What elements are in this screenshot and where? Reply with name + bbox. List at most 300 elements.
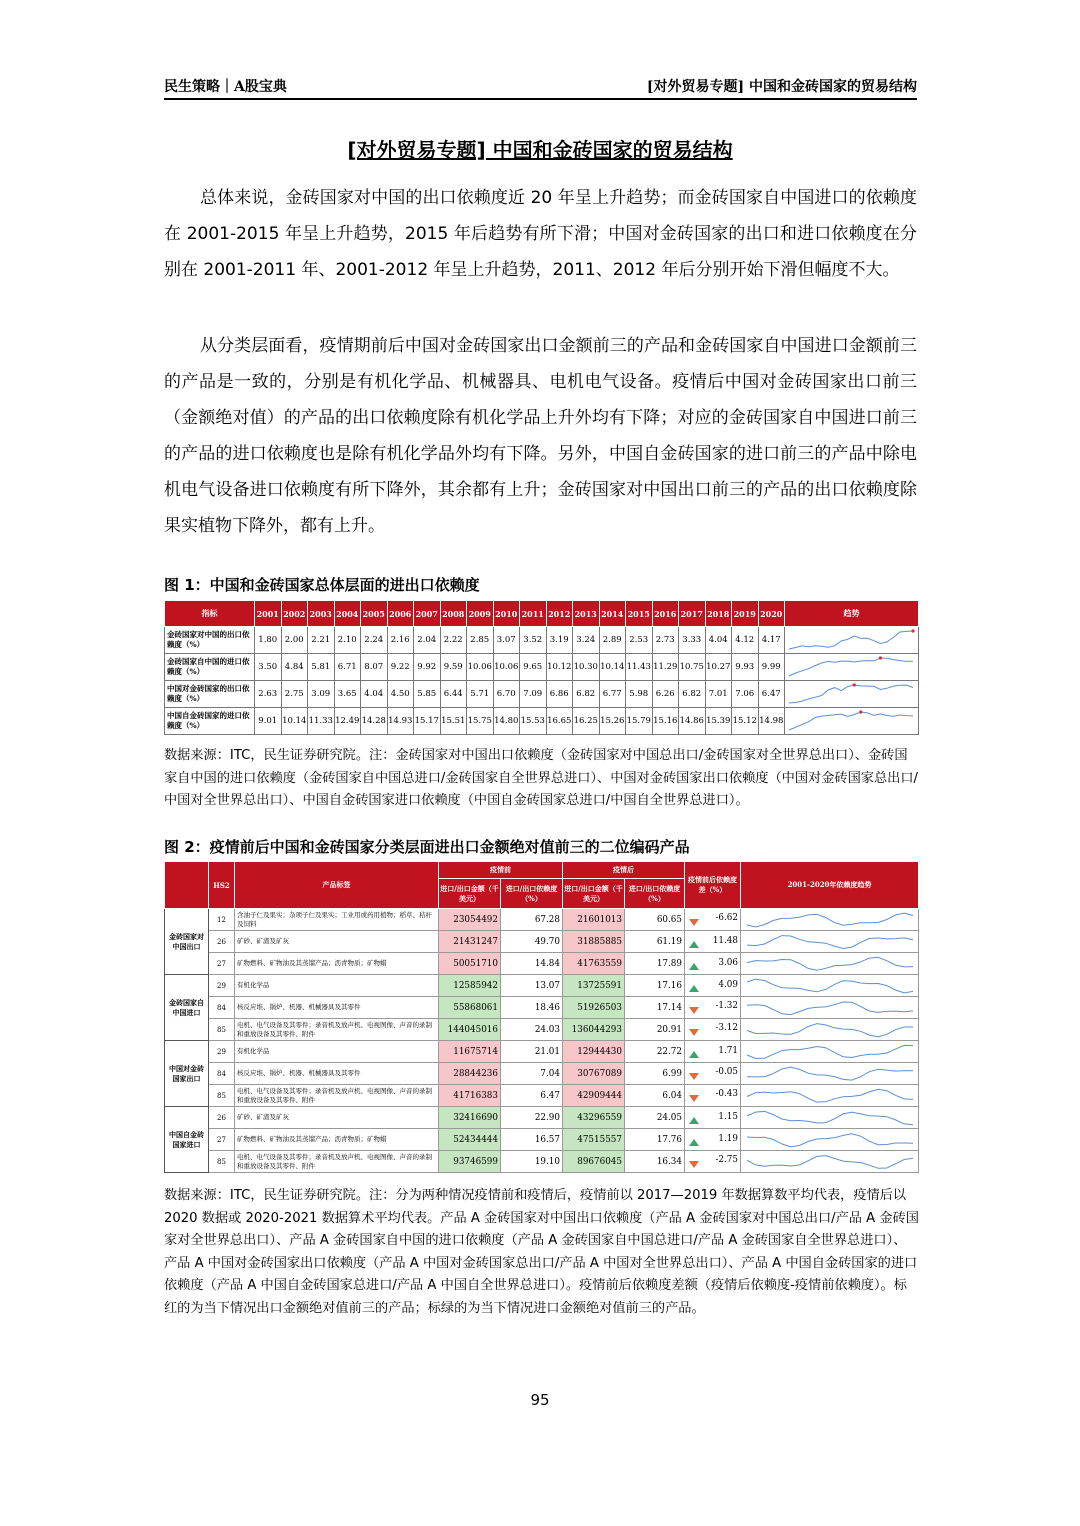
value-cell: 6.70	[493, 681, 520, 708]
value-cell: 14.93	[387, 708, 414, 735]
table-row	[165, 708, 919, 735]
sparkline-svg	[785, 655, 917, 679]
header-after-dependence: 进口/出口依赖度（%）	[625, 879, 685, 909]
after-dependence: 6.99	[625, 1063, 685, 1085]
after-amount: 21601013	[563, 909, 625, 931]
value-cell: 16.65	[546, 708, 573, 735]
before-amount: 93746599	[439, 1151, 501, 1173]
value-cell: 15.53	[520, 708, 547, 735]
sparkline-line	[747, 1023, 913, 1036]
value-cell: 10.14	[599, 654, 626, 681]
sparkline-line	[789, 685, 913, 703]
header-hs2: HS2	[209, 862, 235, 909]
after-dependence: 17.14	[625, 997, 685, 1019]
before-dependence: 22.90	[501, 1107, 563, 1129]
after-amount: 12944430	[563, 1041, 625, 1063]
diff-value: 1.15	[718, 1111, 738, 1122]
sparkline-line	[747, 1002, 913, 1015]
product-label: 电机、电气设备及其零件；录音机及放声机、电视图像、声音的录制和重放设备及其零件、附件	[235, 1151, 439, 1173]
hs-code: 84	[209, 997, 235, 1019]
value-cell: 2.21	[308, 627, 335, 654]
value-cell: 9.93	[732, 654, 759, 681]
value-cell: 10.75	[679, 654, 706, 681]
after-amount: 30767089	[563, 1063, 625, 1085]
value-cell: 2.89	[599, 627, 626, 654]
sparkline-svg	[785, 682, 917, 706]
trend-sparkline	[741, 1129, 919, 1151]
header-before-dependence: 进口/出口依赖度（%）	[501, 879, 563, 909]
header-year: 2019	[732, 601, 759, 627]
value-cell: 11.43	[626, 654, 653, 681]
value-cell: 10.12	[546, 654, 573, 681]
row-label: 金砖国家自中国的进口依赖度（%）	[165, 654, 255, 681]
before-amount: 52434444	[439, 1129, 501, 1151]
hs-code: 29	[209, 1041, 235, 1063]
product-label: 含油子仁及果实；杂项子仁及果实；工业用或药用植物；稻草、秸秆及饲料	[235, 909, 439, 931]
trend-sparkline	[741, 1107, 919, 1129]
trend-sparkline	[741, 975, 919, 997]
before-amount: 11675714	[439, 1041, 501, 1063]
figure-2-table	[164, 861, 919, 1173]
arrow-up-icon	[689, 985, 699, 992]
after-dependence: 17.89	[625, 953, 685, 975]
trend-sparkline	[741, 997, 919, 1019]
value-cell: 11.33	[308, 708, 335, 735]
trend-sparkline	[785, 627, 919, 654]
header-before: 疫情前	[439, 862, 563, 879]
hs-code: 85	[209, 1151, 235, 1173]
value-cell: 16.25	[573, 708, 600, 735]
value-cell: 14.80	[493, 708, 520, 735]
table-row	[165, 654, 919, 681]
header-year: 2005	[361, 601, 388, 627]
before-dependence: 13.07	[501, 975, 563, 997]
before-dependence: 19.10	[501, 1151, 563, 1173]
trend-sparkline	[785, 681, 919, 708]
value-cell: 15.75	[467, 708, 494, 735]
row-label: 中国对金砖国家的出口依赖度（%）	[165, 681, 255, 708]
before-dependence: 14.84	[501, 953, 563, 975]
header-indicator: 指标	[165, 601, 255, 627]
sparkline-svg	[743, 911, 917, 929]
sparkline-max-point	[859, 710, 862, 713]
paragraph-2: 从分类层面看，疫情期前后中国对金砖国家出口金额前三的产品和金砖国家自中国进口金额前三的产品是一致的，分别是有机化学品、机械器具、电机电气设备。疫情后中国对金砖国家出口前三（金额绝对值）的产品的出口依赖度除有机化学品上升外均有下降；对应的金砖国家自中国进口前三的产品的进口依赖度也是除有机化学品外均有下降。另外，中国自金砖国家的进口前三的产品中除电机电气设备进口依赖度有所下降外，其余都有上升；金砖国家对中国出口前三的产品的出口依赖度除果实植物下降外，都有上升。	[164, 336, 917, 536]
value-cell: 5.85	[414, 681, 441, 708]
value-cell: 6.71	[334, 654, 361, 681]
table-row	[165, 1129, 919, 1151]
value-cell: 4.84	[281, 654, 308, 681]
diff-value: -3.12	[715, 1023, 738, 1033]
before-amount: 23054492	[439, 909, 501, 931]
header-year: 2007	[414, 601, 441, 627]
sparkline-max-point	[911, 629, 914, 632]
after-dependence: 61.19	[625, 931, 685, 953]
after-amount: 41763559	[563, 953, 625, 975]
header-year: 2006	[387, 601, 414, 627]
value-cell: 4.50	[387, 681, 414, 708]
value-cell: 4.17	[758, 627, 785, 654]
value-cell: 8.07	[361, 654, 388, 681]
value-cell: 9.65	[520, 654, 547, 681]
sparkline-svg	[785, 628, 917, 652]
header-product: 产品标签	[235, 862, 439, 909]
header-year: 2020	[758, 601, 785, 627]
value-cell: 14.98	[758, 708, 785, 735]
header-year: 2001	[255, 601, 282, 627]
header-year: 2014	[599, 601, 626, 627]
before-dependence: 67.28	[501, 909, 563, 931]
diff-value: -0.05	[715, 1067, 738, 1077]
header-before-amount: 进口/出口金额（千美元）	[439, 879, 501, 909]
value-cell: 15.16	[652, 708, 679, 735]
after-dependence: 16.34	[625, 1151, 685, 1173]
figure-1-caption: 图 1：中国和金砖国家总体层面的进出口依赖度	[164, 576, 480, 594]
sparkline-svg	[743, 1153, 917, 1171]
sparkline-svg	[785, 709, 917, 733]
before-amount: 21431247	[439, 931, 501, 953]
value-cell: 2.53	[626, 627, 653, 654]
header-year: 2017	[679, 601, 706, 627]
header-year: 2012	[546, 601, 573, 627]
after-dependence: 60.65	[625, 909, 685, 931]
dependence-diff	[685, 1019, 741, 1041]
before-amount: 144045016	[439, 1019, 501, 1041]
after-dependence: 6.04	[625, 1085, 685, 1107]
after-dependence: 17.16	[625, 975, 685, 997]
group-label: 金砖国家对中国出口	[165, 909, 209, 975]
group-label: 中国自金砖国家进口	[165, 1107, 209, 1173]
diff-value: -1.32	[715, 1001, 738, 1011]
value-cell: 2.24	[361, 627, 388, 654]
product-label: 电机、电气设备及其零件；录音机及放声机、电视图像、声音的录制和重放设备及其零件、附件	[235, 1085, 439, 1107]
sparkline-line	[789, 631, 913, 649]
trend-sparkline	[741, 1019, 919, 1041]
value-cell: 15.12	[732, 708, 759, 735]
value-cell: 10.30	[573, 654, 600, 681]
header-year: 2011	[520, 601, 547, 627]
product-label: 矿砂、矿渣及矿灰	[235, 931, 439, 953]
dependence-diff	[685, 953, 741, 975]
value-cell: 15.79	[626, 708, 653, 735]
table-row	[165, 1085, 919, 1107]
value-cell: 9.22	[387, 654, 414, 681]
arrow-down-icon	[689, 1073, 699, 1080]
value-cell: 15.26	[599, 708, 626, 735]
sparkline-line	[789, 658, 913, 676]
sparkline-line	[747, 935, 913, 948]
value-cell: 10.27	[705, 654, 732, 681]
value-cell: 2.63	[255, 681, 282, 708]
trend-sparkline	[741, 953, 919, 975]
value-cell: 3.50	[255, 654, 282, 681]
header-diff: 疫情前后依赖度差（%）	[685, 862, 741, 909]
sparkline-svg	[743, 1021, 917, 1039]
before-amount: 41716383	[439, 1085, 501, 1107]
before-amount: 32416690	[439, 1107, 501, 1129]
arrow-up-icon	[689, 941, 699, 948]
header-left: 民生策略｜A股宝典	[164, 79, 287, 95]
value-cell: 4.12	[732, 627, 759, 654]
sparkline-line	[789, 712, 913, 730]
value-cell: 7.09	[520, 681, 547, 708]
before-amount: 55868061	[439, 997, 501, 1019]
arrow-down-icon	[689, 1161, 699, 1168]
table-row	[165, 627, 919, 654]
arrow-up-icon	[689, 963, 699, 970]
figure-2-caption: 图 2：疫情前后中国和金砖国家分类层面进出口金额绝对值前三的二位编码产品	[164, 838, 690, 856]
value-cell: 14.28	[361, 708, 388, 735]
page-title-text: [对外贸易专题] 中国和金砖国家的贸易结构	[347, 138, 733, 162]
sparkline-max-point	[853, 683, 856, 686]
group-label: 金砖国家自中国进口	[165, 975, 209, 1041]
page-header	[164, 74, 917, 100]
value-cell: 3.07	[493, 627, 520, 654]
value-cell: 9.59	[440, 654, 467, 681]
page-number: 95	[530, 1391, 550, 1409]
value-cell: 6.82	[679, 681, 706, 708]
value-cell: 10.06	[493, 654, 520, 681]
value-cell: 7.06	[732, 681, 759, 708]
value-cell: 5.71	[467, 681, 494, 708]
value-cell: 14.86	[679, 708, 706, 735]
header-year: 2016	[652, 601, 679, 627]
value-cell: 10.06	[467, 654, 494, 681]
dependence-diff	[685, 997, 741, 1019]
value-cell: 3.19	[546, 627, 573, 654]
after-amount: 51926503	[563, 997, 625, 1019]
hs-code: 27	[209, 953, 235, 975]
diff-value: -6.62	[715, 913, 738, 923]
diff-value: 1.71	[718, 1045, 738, 1056]
trend-sparkline	[785, 654, 919, 681]
hs-code: 26	[209, 931, 235, 953]
figure-1-table	[164, 600, 919, 735]
sparkline-svg	[743, 1109, 917, 1127]
before-dependence: 21.01	[501, 1041, 563, 1063]
after-amount: 47515557	[563, 1129, 625, 1151]
table-row	[165, 1019, 919, 1041]
header-blank	[165, 862, 209, 909]
row-label: 金砖国家对中国的出口依赖度（%）	[165, 627, 255, 654]
diff-value: -2.75	[715, 1155, 738, 1165]
value-cell: 7.01	[705, 681, 732, 708]
product-label: 矿物燃料、矿物油及其蒸馏产品；沥青物质；矿物蜡	[235, 1129, 439, 1151]
arrow-down-icon	[689, 919, 699, 926]
product-label: 核反应堆、锅炉、机器、机械器具及其零件	[235, 997, 439, 1019]
table-row	[165, 1107, 919, 1129]
value-cell: 2.73	[652, 627, 679, 654]
after-amount: 31885885	[563, 931, 625, 953]
header-trend: 2001-2020年依赖度趋势	[741, 862, 919, 909]
diff-value: 3.06	[718, 957, 738, 968]
header-year: 2015	[626, 601, 653, 627]
trend-sparkline	[785, 708, 919, 735]
hs-code: 29	[209, 975, 235, 997]
hs-code: 85	[209, 1085, 235, 1107]
sparkline-line	[747, 979, 913, 993]
sparkline-line	[747, 1045, 913, 1058]
dependence-diff	[685, 1151, 741, 1173]
value-cell: 3.65	[334, 681, 361, 708]
after-dependence: 24.05	[625, 1107, 685, 1129]
value-cell: 2.04	[414, 627, 441, 654]
sparkline-svg	[743, 955, 917, 973]
header-year: 2008	[440, 601, 467, 627]
arrow-down-icon	[689, 1029, 699, 1036]
table-row	[165, 1151, 919, 1173]
value-cell: 2.00	[281, 627, 308, 654]
header-after: 疫情后	[563, 862, 685, 879]
value-cell: 9.99	[758, 654, 785, 681]
table-row	[165, 997, 919, 1019]
sparkline-line	[747, 913, 913, 927]
sparkline-line	[747, 1067, 913, 1080]
after-dependence: 22.72	[625, 1041, 685, 1063]
arrow-up-icon	[689, 1139, 699, 1146]
product-label: 有机化学品	[235, 1041, 439, 1063]
value-cell: 3.52	[520, 627, 547, 654]
before-amount: 50051710	[439, 953, 501, 975]
value-cell: 2.22	[440, 627, 467, 654]
header-year: 2013	[573, 601, 600, 627]
product-label: 矿砂、矿渣及矿灰	[235, 1107, 439, 1129]
table-row	[165, 953, 919, 975]
sparkline-line	[747, 957, 913, 970]
page-title	[0, 134, 1080, 163]
after-amount: 43296559	[563, 1107, 625, 1129]
header-year: 2018	[705, 601, 732, 627]
value-cell: 6.47	[758, 681, 785, 708]
after-amount: 13725591	[563, 975, 625, 997]
sparkline-svg	[743, 1087, 917, 1105]
product-label: 核反应堆、锅炉、机器、机械器具及其零件	[235, 1063, 439, 1085]
sparkline-svg	[743, 1065, 917, 1083]
before-dependence: 18.46	[501, 997, 563, 1019]
table-row	[165, 1063, 919, 1085]
value-cell: 15.17	[414, 708, 441, 735]
after-amount: 136044293	[563, 1019, 625, 1041]
dependence-diff	[685, 1085, 741, 1107]
value-cell: 10.14	[281, 708, 308, 735]
hs-code: 27	[209, 1129, 235, 1151]
figure-2-note: 数据来源：ITC，民生证券研究院。注：分为两种情况疫情前和疫情后，疫情前以 2017—2019 年数据算数平均代表，疫情后以 2020 数据或 2020-2021 数据算术平均代表。产品 A 金砖国家对中国出口依赖度（产品 A 金砖国家对中国总出口/产品 A 金砖国家对全世界总出口）、产品 A 金砖国家自中国的进口依赖度（产品 A 金砖国家自中国总进口/产品 A 金砖国家自全世界总进口）、产品 A 中国对金砖国家出口依赖度（产品 A 中国对金砖国家总出口/产品 A 中国对全世界总出口）、产品 A 中国自金砖国家的进口依赖度（产品 A 中国自金砖国家总进口/产品 A 中国自全世界总进口）。疫情前后依赖度差额（疫情后依赖度-疫情前依赖度）。标红的为当下情况出口金额绝对值前三的产品；标绿的为当下情况进口金额绝对值前三的产品。	[164, 1188, 919, 1316]
trend-sparkline	[741, 1151, 919, 1173]
header-year: 2002	[281, 601, 308, 627]
dependence-diff	[685, 1041, 741, 1063]
value-cell: 1.80	[255, 627, 282, 654]
value-cell: 3.33	[679, 627, 706, 654]
header-right: [对外贸易专题] 中国和金砖国家的贸易结构	[646, 79, 917, 95]
product-label: 电机、电气设备及其零件；录音机及放声机、电视图像、声音的录制和重放设备及其零件、附件	[235, 1019, 439, 1041]
sparkline-max-point	[879, 656, 882, 659]
hs-code: 26	[209, 1107, 235, 1129]
header-after-amount: 进口/出口金额（千美元）	[563, 879, 625, 909]
table-row	[165, 681, 919, 708]
value-cell: 5.81	[308, 654, 335, 681]
value-cell: 12.49	[334, 708, 361, 735]
table-row	[165, 975, 919, 997]
product-label: 有机化学品	[235, 975, 439, 997]
value-cell: 3.24	[573, 627, 600, 654]
sparkline-line	[747, 1155, 913, 1168]
value-cell: 6.44	[440, 681, 467, 708]
dependence-diff	[685, 975, 741, 997]
sparkline-svg	[743, 977, 917, 995]
arrow-up-icon	[689, 1117, 699, 1124]
value-cell: 15.39	[705, 708, 732, 735]
group-label: 中国对金砖国家出口	[165, 1041, 209, 1107]
row-label: 中国自金砖国家的进口依赖度（%）	[165, 708, 255, 735]
value-cell: 2.10	[334, 627, 361, 654]
value-cell: 9.01	[255, 708, 282, 735]
product-label: 矿物燃料、矿物油及其蒸馏产品；沥青物质；矿物蜡	[235, 953, 439, 975]
sparkline-svg	[743, 933, 917, 951]
value-cell: 6.82	[573, 681, 600, 708]
value-cell: 15.51	[440, 708, 467, 735]
value-cell: 2.75	[281, 681, 308, 708]
before-dependence: 6.47	[501, 1085, 563, 1107]
after-dependence: 17.76	[625, 1129, 685, 1151]
trend-sparkline	[741, 1041, 919, 1063]
arrow-up-icon	[689, 1051, 699, 1058]
before-dependence: 16.57	[501, 1129, 563, 1151]
value-cell: 5.98	[626, 681, 653, 708]
arrow-down-icon	[689, 1095, 699, 1102]
diff-value: 4.09	[718, 979, 738, 990]
sparkline-svg	[743, 999, 917, 1017]
trend-sparkline	[741, 909, 919, 931]
value-cell: 4.04	[361, 681, 388, 708]
value-cell: 4.04	[705, 627, 732, 654]
header-year: 2003	[308, 601, 335, 627]
before-dependence: 24.03	[501, 1019, 563, 1041]
diff-value: 11.48	[712, 935, 738, 946]
dependence-diff	[685, 1129, 741, 1151]
table-row	[165, 909, 919, 931]
sparkline-svg	[743, 1131, 917, 1149]
header-year: 2009	[467, 601, 494, 627]
diff-value: 1.19	[718, 1133, 738, 1144]
hs-code: 85	[209, 1019, 235, 1041]
sparkline-line	[747, 1111, 913, 1124]
table-row	[165, 931, 919, 953]
value-cell: 6.77	[599, 681, 626, 708]
header-trend: 趋势	[785, 601, 919, 627]
value-cell: 6.86	[546, 681, 573, 708]
figure-1-note: 数据来源：ITC，民生证券研究院。注：金砖国家对中国出口依赖度（金砖国家对中国总出口/金砖国家对全世界总出口）、金砖国家自中国的进口依赖度（金砖国家自中国总进口/金砖国家自全世界总进口）、中国对金砖国家出口依赖度（中国对金砖国家总出口/中国对全世界总出口）、中国自金砖国家进口依赖度（中国自金砖国家总进口/中国自全世界总进口）。	[164, 748, 918, 808]
dependence-diff	[685, 931, 741, 953]
hs-code: 12	[209, 909, 235, 931]
value-cell: 2.16	[387, 627, 414, 654]
table-row	[165, 1041, 919, 1063]
before-dependence: 7.04	[501, 1063, 563, 1085]
header-year: 2010	[493, 601, 520, 627]
value-cell: 2.85	[467, 627, 494, 654]
hs-code: 84	[209, 1063, 235, 1085]
before-amount: 12585942	[439, 975, 501, 997]
before-amount: 28844236	[439, 1063, 501, 1085]
sparkline-line	[747, 1089, 913, 1102]
trend-sparkline	[741, 1085, 919, 1107]
before-dependence: 49.70	[501, 931, 563, 953]
paragraph-1: 总体来说，金砖国家对中国的出口依赖度近 20 年呈上升趋势；而金砖国家自中国进口的依赖度在 2001-2015 年呈上升趋势，2015 年后趋势有所下滑；中国对金砖国家的出口和进口依赖度在分别在 2001-2011 年、2001-2012 年呈上升趋势，2011、2012 年后分别开始下滑但幅度不大。	[164, 188, 917, 280]
arrow-down-icon	[689, 1007, 699, 1014]
trend-sparkline	[741, 931, 919, 953]
value-cell: 11.29	[652, 654, 679, 681]
dependence-diff	[685, 1107, 741, 1129]
after-amount: 89676045	[563, 1151, 625, 1173]
value-cell: 9.92	[414, 654, 441, 681]
